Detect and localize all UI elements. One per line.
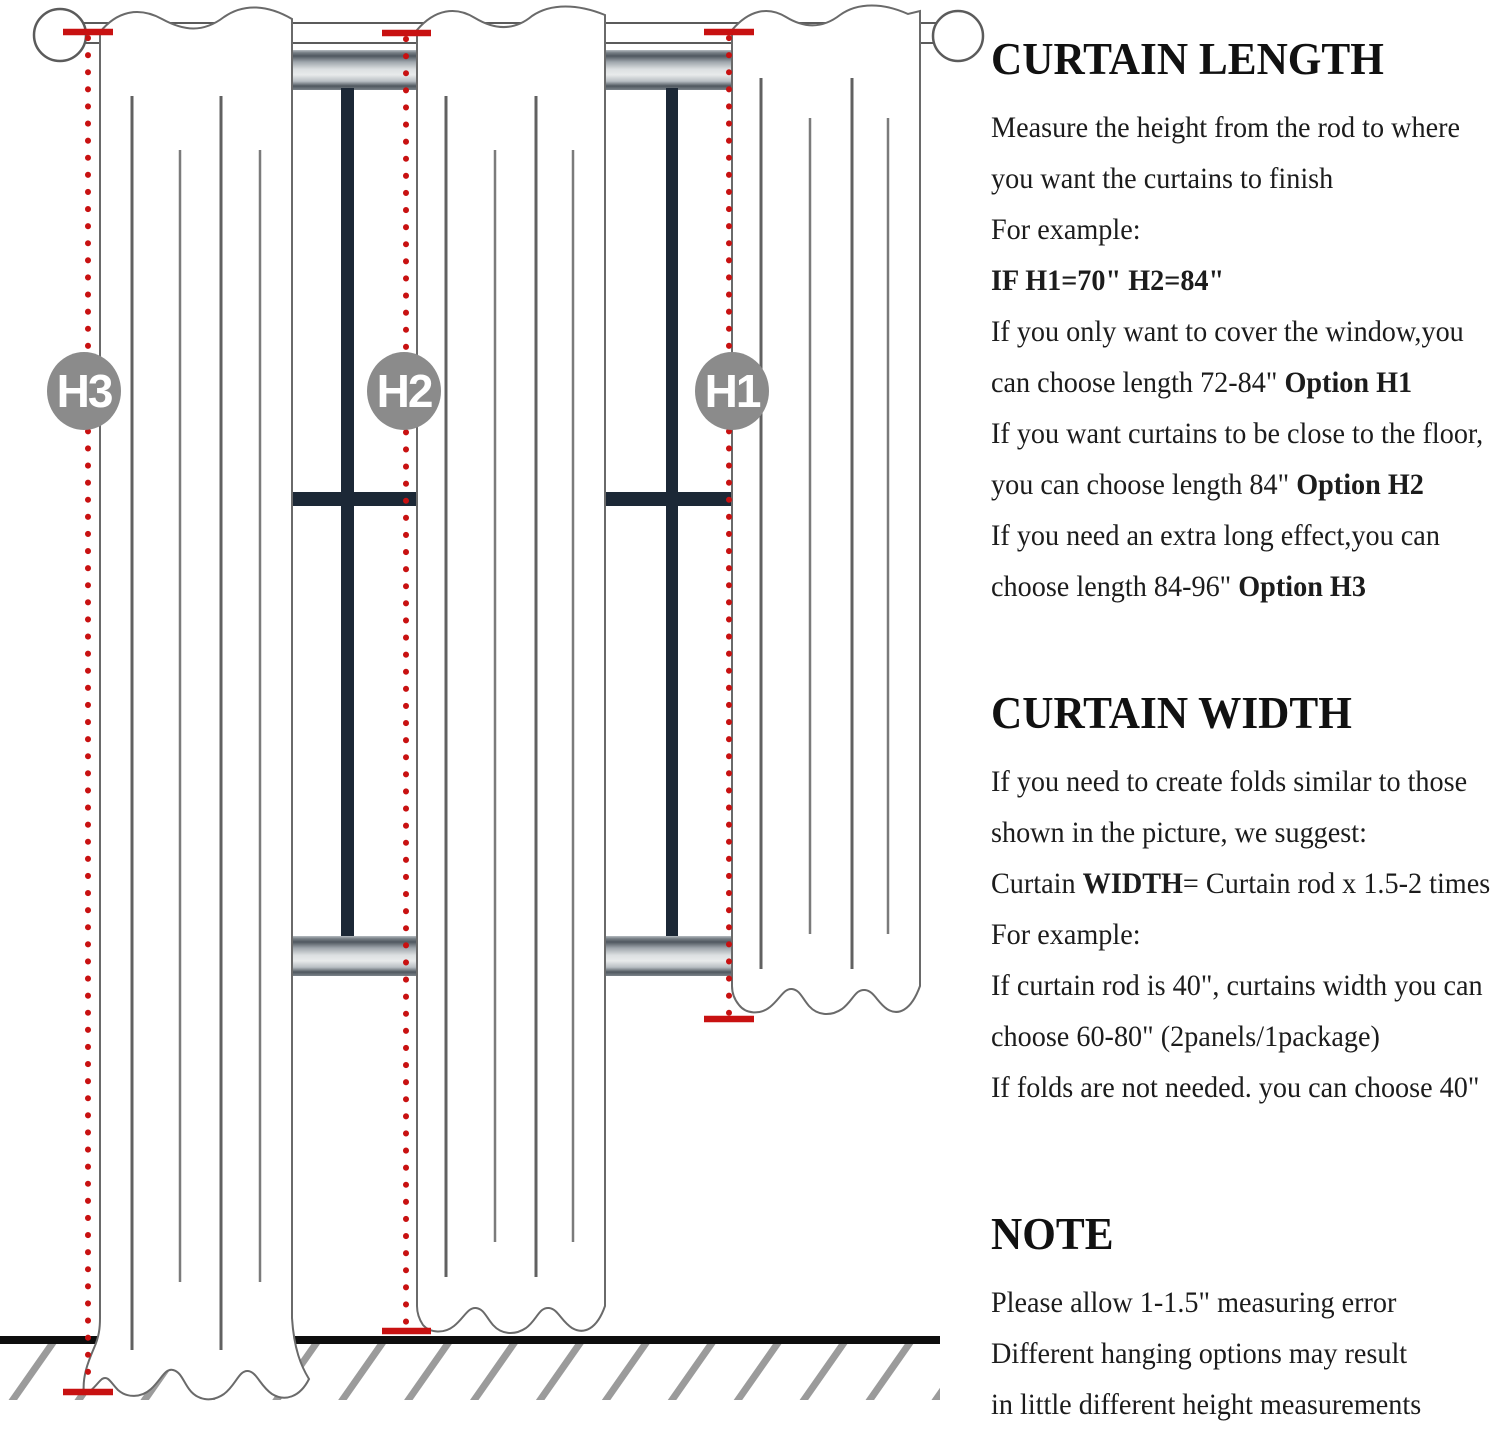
section-curtain-width	[991, 684, 1491, 1113]
text-line: Different hanging options may result	[991, 1337, 1408, 1370]
text-line: If you need to create folds similar to those	[991, 765, 1468, 798]
section-heading: CURTAIN LENGTH	[991, 33, 1384, 84]
text-line: can choose length 72-84" Option H1	[991, 366, 1413, 399]
curtain-panel-h2	[417, 7, 605, 1334]
section-note	[991, 1205, 1485, 1430]
text-line: If curtain rod is 40", curtains width you can	[991, 969, 1483, 1002]
section-body	[991, 756, 1491, 1113]
badge-h3	[47, 352, 121, 430]
section-heading: NOTE	[991, 1208, 1114, 1259]
text-line: you want the curtains to finish	[991, 162, 1334, 195]
badge-h3-label: H3	[56, 365, 112, 417]
section-body	[991, 1277, 1485, 1430]
text-line: Measure the height from the rod to where	[991, 111, 1461, 144]
text-line: If folds are not needed. you can choose 40"	[991, 1071, 1480, 1104]
text-line: IF H1=70" H2=84"	[991, 264, 1225, 297]
section-body	[991, 102, 1485, 612]
badge-h2-label: H2	[376, 365, 432, 417]
text-line: For example:	[991, 918, 1141, 951]
section-curtain-length	[991, 30, 1485, 612]
text-line: shown in the picture, we suggest:	[991, 816, 1367, 849]
badge-h1-label: H1	[704, 365, 760, 417]
text-column	[991, 0, 1500, 1430]
text-line: If you want curtains to be close to the floor,	[991, 417, 1484, 450]
section-heading: CURTAIN WIDTH	[991, 687, 1352, 738]
text-line: you can choose length 84" Option H2	[991, 468, 1424, 501]
text-line: If you need an extra long effect,you can	[991, 519, 1440, 552]
rod-finial-right	[933, 11, 983, 61]
text-line: For example:	[991, 213, 1141, 246]
curtain-panel-h1	[732, 6, 920, 1015]
badge-h1	[695, 352, 769, 430]
text-line: If you only want to cover the window,you	[991, 315, 1464, 348]
text-line: in little different height measurements	[991, 1388, 1422, 1421]
curtain-panel-h3	[84, 7, 309, 1399]
text-line: choose 60-80" (2panels/1package)	[991, 1020, 1380, 1053]
text-line: choose length 84-96" Option H3	[991, 570, 1366, 603]
text-line: Curtain WIDTH= Curtain rod x 1.5-2 times	[991, 867, 1491, 900]
text-line: Please allow 1-1.5" measuring error	[991, 1286, 1397, 1319]
window-muntin-left	[341, 88, 354, 936]
badge-h2	[367, 352, 441, 430]
window-muntin-right	[666, 88, 678, 936]
